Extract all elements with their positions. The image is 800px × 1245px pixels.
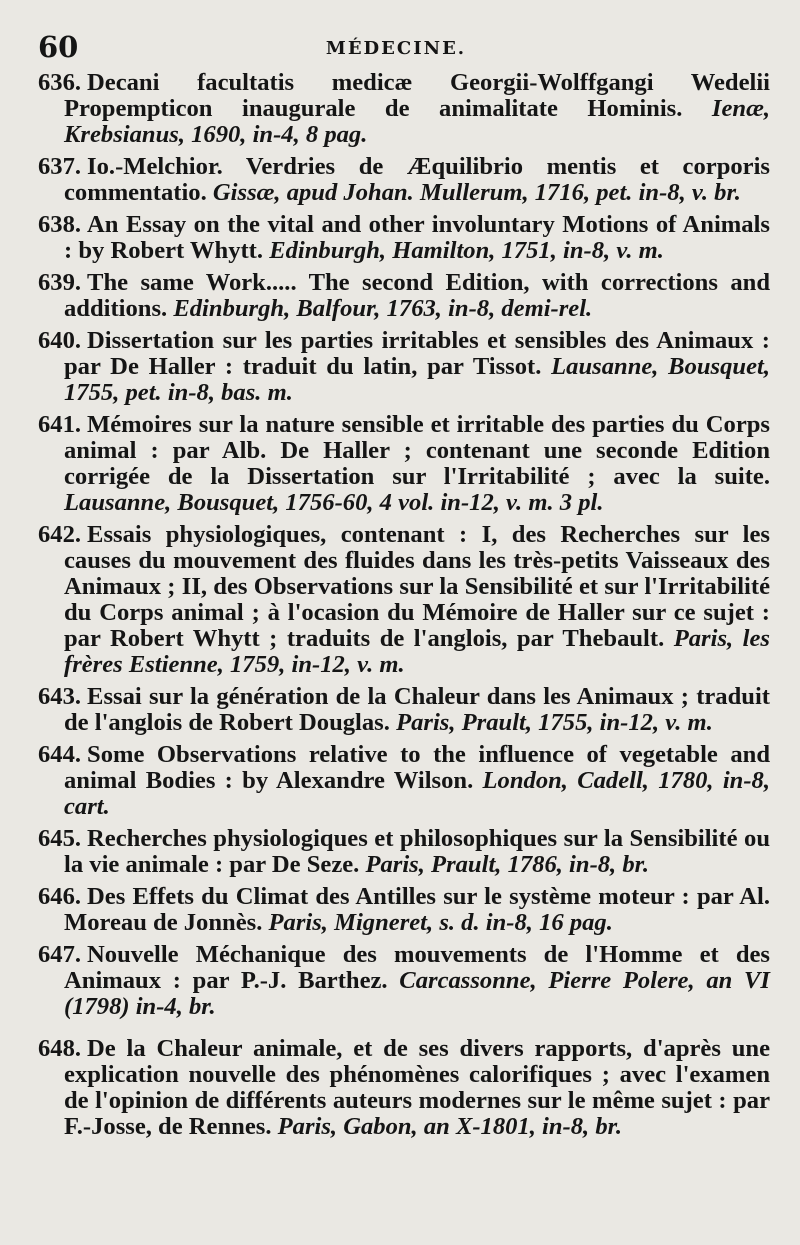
page-header <box>32 30 760 70</box>
entry-number: 646. <box>38 883 82 910</box>
list-item <box>38 742 770 820</box>
entry-number: 641. <box>38 411 82 438</box>
list-item <box>38 70 770 148</box>
entry-imprint: Lausanne, Bousquet, 1756-60, 4 vol. in-12, v. m. 3 pl. <box>64 489 604 516</box>
entry-imprint: Paris, Prault, 1755, in-12, v. m. <box>396 709 713 736</box>
entry-text: Essai sur la génération de la Chaleur dans les Animaux ; traduit de l'anglois de Robert Douglas. <box>64 683 770 736</box>
entry-number: 637. <box>38 153 82 180</box>
entry-text: Nouvelle Méchanique des mouvements de l'Homme et des Animaux : par P.-J. Barthez. <box>64 941 770 994</box>
entry-number: 643. <box>38 683 82 710</box>
entry-text: Some Observations relative to the influence of vegetable and animal Bodies : by Alexandre Wilson. <box>64 741 770 794</box>
list-item <box>38 270 770 322</box>
list-item <box>38 154 770 206</box>
entry-number: 644. <box>38 741 82 768</box>
page-number: 60 <box>38 30 79 64</box>
list-item <box>38 826 770 878</box>
entry-imprint: Gissæ, apud Johan. Mullerum, 1716, pet. in-8, v. br. <box>212 179 741 206</box>
entry-text: Dissertation sur les parties irritables et sensibles des Animaux : par De Haller : traduit du latin, par Tissot. <box>64 327 770 380</box>
entry-imprint: Paris, les frères Estienne, 1759, in-12, v. m. <box>64 625 770 678</box>
entry-text: Decani facultatis medicæ Georgii-Wolffgangi Wedelii Propempticon inaugurale de animalitate Hominis. <box>64 69 770 122</box>
entry-text: The same Work..... The second Edition, with corrections and additions. <box>64 269 770 322</box>
entry-number: 647. <box>38 941 82 968</box>
list-item <box>38 884 770 936</box>
entry-imprint: Paris, Prault, 1786, in-8, br. <box>365 851 650 878</box>
list-item <box>38 212 770 264</box>
entry-text: Io.-Melchior. Verdries de Æquilibrio mentis et corporis commentatio. <box>64 153 770 206</box>
entry-text: Des Effets du Climat des Antilles sur le système moteur : par Al. Moreau de Jonnès. <box>64 883 770 936</box>
entry-imprint: Edinburgh, Balfour, 1763, in-8, demi-rel. <box>173 295 593 322</box>
entry-text: Essais physiologiques, contenant : I, des Recherches sur les causes du mouvement des fluides dans les très-petits Vaisseaux des Animaux ; II, des Observations sur la Sensibilité et sur l'Irritabilité du Corps animal ; à l'ocasion du Mémoire de Haller sur ce sujet : par Robert Whytt ; traduits de l'anglois, par Thebault. <box>64 521 770 652</box>
entry-number: 636. <box>38 69 82 96</box>
list-item <box>38 328 770 406</box>
entry-number: 640. <box>38 327 82 354</box>
entry-number: 648. <box>38 1035 82 1062</box>
list-item <box>38 522 770 678</box>
entry-imprint: London, Cadell, 1780, in-8, cart. <box>64 767 770 820</box>
list-item <box>38 942 770 1020</box>
entry-imprint: Lausanne, Bousquet, 1755, pet. in-8, bas. m. <box>64 353 771 406</box>
entry-imprint: Carcassonne, Pierre Polere, an VI (1798) in-4, br. <box>64 967 771 1020</box>
entry-imprint: Edinburgh, Hamilton, 1751, in-8, v. m. <box>269 237 664 264</box>
bibliography-list <box>38 70 770 1146</box>
entry-text: De la Chaleur animale, et de ses divers rapports, d'après une explication nouvelle des phénomènes calorifiques ; avec l'examen de l'opinion de différents auteurs modernes sur le même sujet : par F.-Josse, de Rennes. <box>64 1035 770 1140</box>
entry-number: 639. <box>38 269 82 296</box>
entry-number: 645. <box>38 825 82 852</box>
entry-text: An Essay on the vital and other involuntary Motions of Animals : by Robert Whytt. <box>64 211 770 264</box>
entry-imprint: Ienæ, Krebsianus, 1690, in-4, 8 pag. <box>64 95 770 148</box>
running-head: MÉDECINE. <box>325 38 467 59</box>
entry-text: Recherches physiologiques et philosophiques sur la Sensibilité ou la vie animale : par De Seze. <box>64 825 770 878</box>
entry-number: 642. <box>38 521 82 548</box>
entry-number: 638. <box>38 211 82 238</box>
list-item <box>38 412 770 516</box>
list-item <box>38 1036 770 1140</box>
entry-text: Mémoires sur la nature sensible et irritable des parties du Corps animal : par Alb. De Haller ; contenant une seconde Edition corrigée de la Dissertation sur l'Irritabilité ; avec la suite. <box>64 411 770 490</box>
entry-imprint: Paris, Gabon, an X-1801, in-8, br. <box>277 1113 622 1140</box>
entry-imprint: Paris, Migneret, s. d. in-8, 16 pag. <box>268 909 613 936</box>
list-item <box>38 684 770 736</box>
